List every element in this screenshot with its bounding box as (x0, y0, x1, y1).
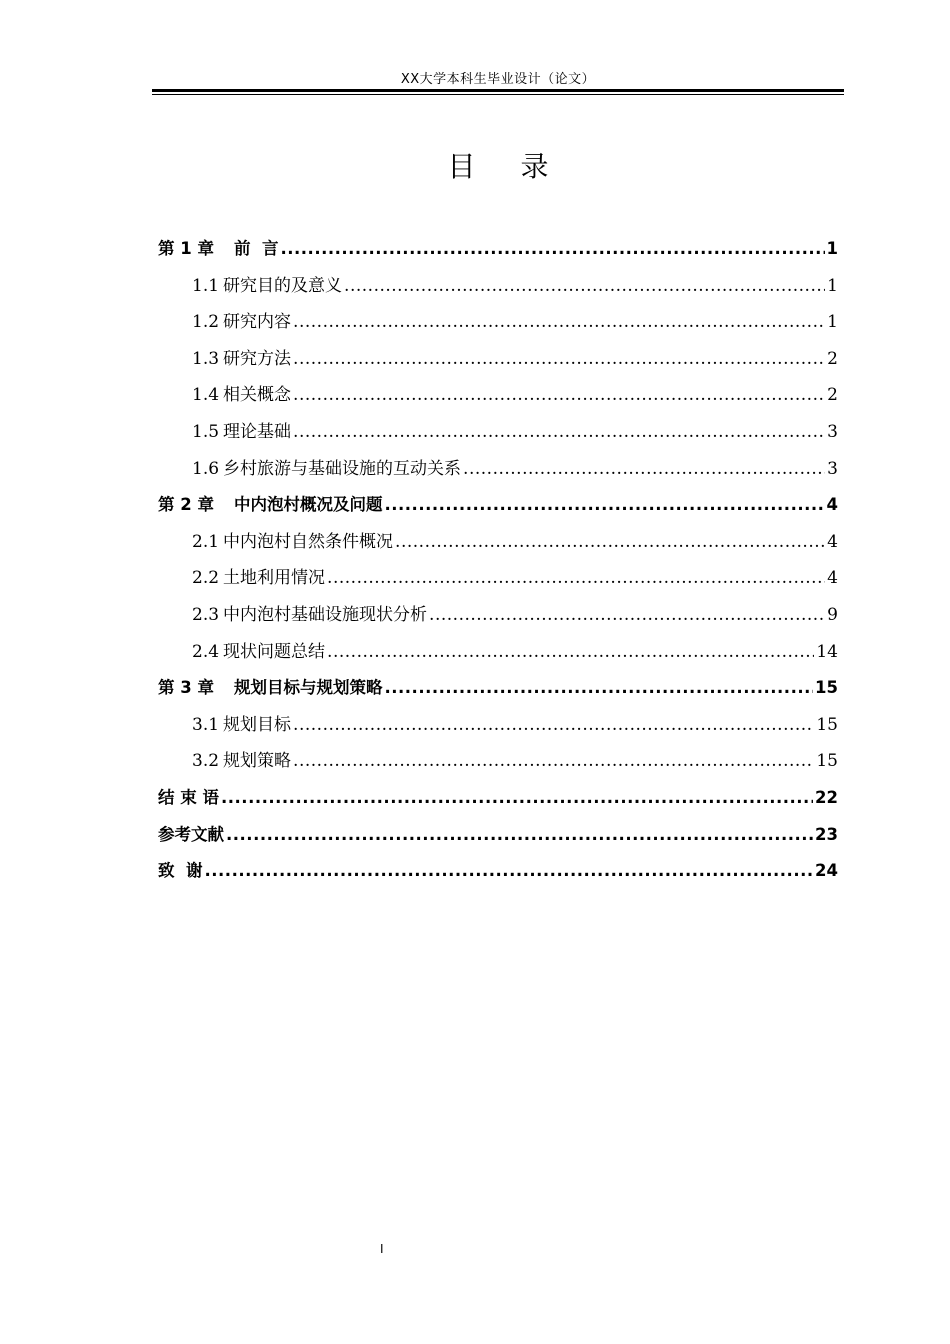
toc-entry-page: 15 (816, 714, 838, 735)
toc-entry-page: 1 (827, 275, 838, 296)
toc-leader-dots (293, 304, 825, 341)
toc-entry-page: 3 (827, 458, 838, 479)
toc-entry-number: 1.6 (192, 458, 220, 479)
toc-entry-label: 中内泡村基础设施现状分析 (223, 604, 428, 625)
toc-entry[interactable] (158, 414, 838, 451)
toc-entry[interactable] (158, 268, 838, 305)
toc-entry-label: 结 束 语 (158, 787, 219, 807)
toc-entry-label: 规划目标与规划策略 (233, 678, 383, 698)
toc-entry-label: 中内泡村概况及问题 (233, 495, 383, 515)
toc-entry-label: 研究内容 (223, 312, 292, 333)
toc-entry-number: 3.1 (192, 714, 220, 735)
toc-leader-dots (327, 634, 814, 671)
toc-entry[interactable] (158, 670, 838, 707)
toc-entry-label: 规划目标 (223, 714, 292, 735)
toc-entry-page: 2 (827, 385, 838, 406)
toc-entry[interactable] (158, 780, 838, 817)
toc-entry-page: 4 (827, 531, 838, 552)
toc-entry-label: 相关概念 (223, 385, 292, 406)
toc-entry[interactable] (158, 743, 838, 780)
toc-leader-dots (293, 707, 814, 744)
toc-entry-label: 中内泡村自然条件概况 (223, 531, 394, 552)
toc-entry-label: 前 言 (233, 239, 279, 258)
running-header: XX大学本科生毕业设计（论文） (400, 72, 596, 87)
toc-entry-number: 2.2 (192, 568, 220, 589)
toc-entry-number: 1.3 (192, 348, 220, 369)
toc-entry[interactable] (158, 560, 838, 597)
toc-entry[interactable] (158, 853, 838, 890)
toc-entry[interactable] (158, 341, 838, 378)
toc-entry[interactable] (158, 231, 838, 268)
toc-entry-page: 4 (827, 568, 838, 589)
toc-entry-label: 理论基础 (223, 421, 292, 442)
toc-entry-number: 第 3 章 (158, 678, 214, 698)
toc-entry-page: 1 (827, 312, 838, 333)
toc-entry-page: 24 (815, 861, 838, 881)
toc-leader-dots (280, 231, 824, 268)
toc-entry-label: 研究目的及意义 (223, 275, 343, 296)
toc-entry-label: 乡村旅游与基础设施的互动关系 (223, 458, 462, 479)
header-rule-thin (152, 94, 844, 95)
toc-entry-page: 15 (815, 678, 838, 698)
toc-entry-label: 土地利用情况 (223, 568, 326, 589)
toc-entry-number: 1.5 (192, 421, 220, 442)
toc-entry-page: 9 (827, 604, 838, 625)
toc-entry-number: 1.2 (192, 312, 220, 333)
toc-entry[interactable] (158, 634, 838, 671)
toc-entry-number: 1.4 (192, 385, 220, 406)
toc-leader-dots (395, 524, 825, 561)
toc-entry-page: 23 (815, 824, 838, 844)
toc-entry-page: 3 (827, 421, 838, 442)
toc-entry-label: 规划策略 (223, 751, 292, 772)
toc-leader-dots (384, 670, 813, 707)
toc-leader-dots (463, 451, 825, 488)
toc-entry-number: 第 1 章 (158, 239, 214, 258)
toc-entry-number: 1.1 (192, 275, 220, 296)
toc-entry-label: 现状问题总结 (223, 641, 326, 662)
toc-entry[interactable] (158, 524, 838, 561)
toc-entry-page: 4 (826, 495, 838, 515)
toc-leader-dots (344, 268, 825, 305)
toc-entry-number: 2.4 (192, 641, 220, 662)
toc-leader-dots (293, 414, 825, 451)
toc-leader-dots (293, 377, 825, 414)
toc-entry-page: 1 (826, 239, 838, 258)
toc-entry[interactable] (158, 817, 838, 854)
toc-entry[interactable] (158, 707, 838, 744)
toc-entry[interactable] (158, 377, 838, 414)
toc-leader-dots (384, 487, 824, 524)
toc-leader-dots (205, 853, 814, 890)
toc-entry-number: 2.3 (192, 604, 220, 625)
toc-entry[interactable] (158, 304, 838, 341)
page-number: I (380, 1242, 384, 1256)
toc-entry-page: 2 (827, 348, 838, 369)
toc-entry-page: 15 (816, 751, 838, 772)
toc-title: 目 录 (447, 150, 567, 183)
toc-entry-label: 参考文献 (158, 824, 224, 844)
toc-entry-number: 3.2 (192, 751, 220, 772)
toc-entry-label: 致 谢 (158, 861, 203, 881)
toc-entry-label: 研究方法 (223, 348, 292, 369)
toc-entry[interactable] (158, 597, 838, 634)
toc-entry[interactable] (158, 487, 838, 524)
toc-entry-number: 2.1 (192, 531, 220, 552)
toc-leader-dots (293, 341, 825, 378)
toc-entry-number: 第 2 章 (158, 495, 214, 515)
toc-entry[interactable] (158, 451, 838, 488)
toc-leader-dots (293, 743, 814, 780)
header-rule-thick (152, 89, 844, 92)
toc-entry-page: 22 (815, 787, 838, 807)
toc-leader-dots (327, 560, 825, 597)
toc-leader-dots (221, 780, 813, 817)
table-of-contents (158, 231, 838, 890)
toc-leader-dots (226, 817, 813, 854)
toc-leader-dots (429, 597, 825, 634)
toc-entry-page: 14 (816, 641, 838, 662)
